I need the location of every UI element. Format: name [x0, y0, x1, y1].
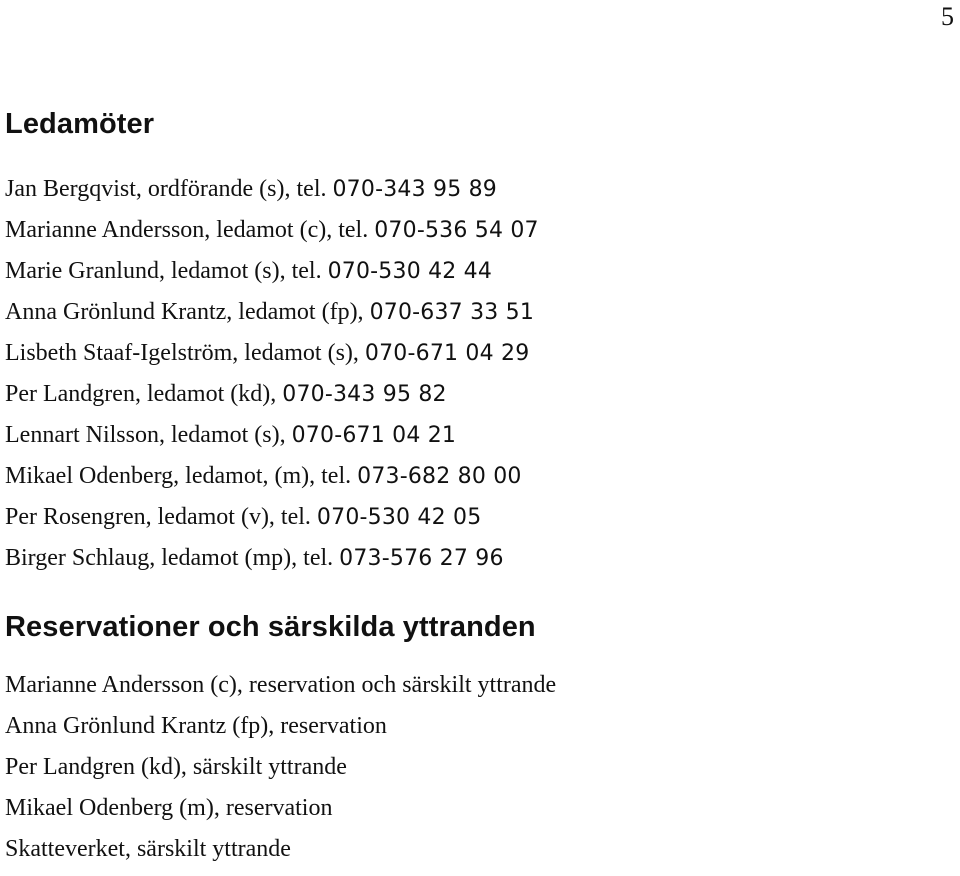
reservation-item: Mikael Odenberg (m), reservation — [5, 795, 333, 821]
member-text: Anna Grönlund Krantz, ledamot (fp), — [5, 299, 370, 325]
reservation-item: Per Landgren (kd), särskilt yttrande — [5, 754, 347, 780]
member-phone: 070-637 33 51 — [369, 300, 535, 325]
reservation-item: Anna Grönlund Krantz (fp), reservation — [5, 713, 387, 739]
member-item — [5, 169, 950, 210]
member-text: Marianne Andersson, ledamot (c), tel. — [5, 217, 375, 243]
member-item — [5, 497, 950, 538]
page-number: 5 — [941, 2, 954, 31]
member-phone: 070-530 42 44 — [327, 259, 493, 284]
member-item — [5, 210, 950, 251]
member-text: Jan Bergqvist, ordförande (s), tel. — [5, 176, 333, 202]
member-phone: 070-536 54 07 — [374, 218, 539, 243]
reservation-item: Skatteverket, särskilt yttrande — [5, 836, 291, 862]
member-phone: 070-343 95 82 — [282, 382, 447, 407]
member-phone: 073-682 80 00 — [357, 464, 522, 489]
member-text: Mikael Odenberg, ledamot, (m), tel. — [5, 463, 358, 489]
member-phone: 070-530 42 05 — [316, 505, 482, 530]
reservation-item: Marianne Andersson (c), reservation och särskilt yttrande — [5, 672, 557, 698]
member-phone: 070-671 04 29 — [364, 341, 530, 366]
member-item — [5, 333, 950, 374]
member-text: Lisbeth Staaf-Igelström, ledamot (s), — [5, 340, 365, 366]
member-item — [5, 251, 950, 292]
members-list — [5, 169, 950, 579]
member-text: Per Landgren, ledamot (kd), — [5, 381, 283, 407]
member-item — [5, 456, 950, 497]
member-text: Birger Schlaug, ledamot (mp), tel. — [5, 545, 340, 571]
member-item — [5, 538, 950, 579]
member-item — [5, 292, 950, 333]
members-heading: Ledamöter — [5, 108, 155, 140]
member-text: Per Rosengren, ledamot (v), tel. — [5, 504, 317, 530]
reservations-heading: Reservationer och särskilda yttranden — [5, 611, 536, 643]
member-phone: 070-343 95 89 — [332, 177, 497, 202]
member-item — [5, 415, 950, 456]
document-body — [5, 104, 950, 870]
member-phone: 070-671 04 21 — [291, 423, 457, 448]
member-item — [5, 374, 950, 415]
reservations-list — [5, 665, 950, 870]
member-text: Lennart Nilsson, ledamot (s), — [5, 422, 292, 448]
member-phone: 073-576 27 96 — [339, 546, 504, 571]
member-text: Marie Granlund, ledamot (s), tel. — [5, 258, 328, 284]
